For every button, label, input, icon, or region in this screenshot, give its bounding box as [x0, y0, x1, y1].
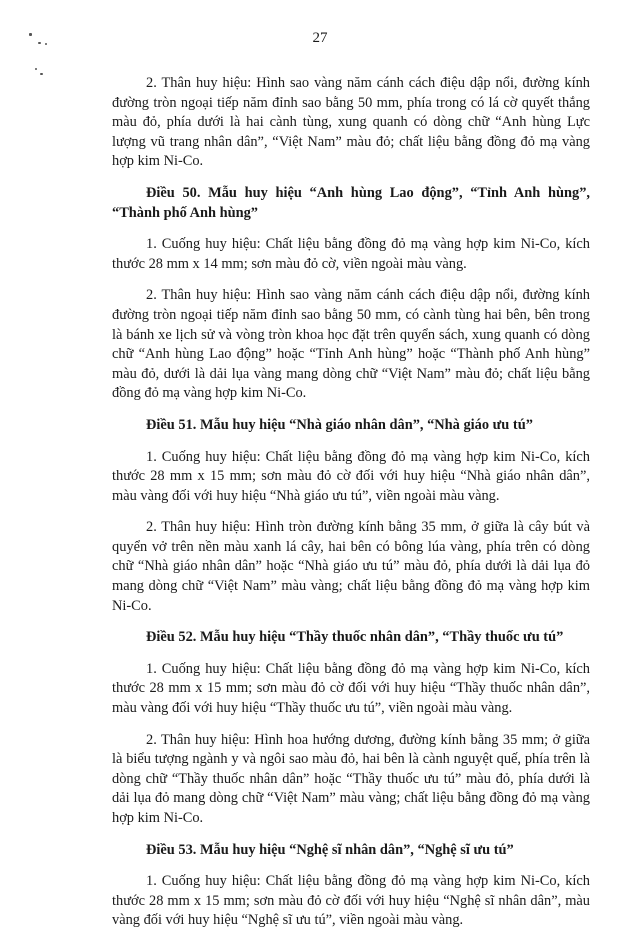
article-heading: Điều 52. Mẫu huy hiệu “Thầy thuốc nhân dân”, “Thầy thuốc ưu tú” — [146, 629, 564, 646]
article-heading: Điều 50. Mẫu huy hiệu “Anh hùng Lao động”, “Tỉnh Anh hùng”, “Thành phố Anh hùng” — [112, 184, 590, 221]
paragraph: 1. Cuống huy hiệu: Chất liệu bằng đồng đỏ mạ vàng hợp kim Ni-Co, kích thước 28 mm x 14 mm; sơn màu đỏ cờ, viền ngoài màu vàng. — [112, 236, 590, 272]
paragraph: 2. Thân huy hiệu: Hình hoa hướng dương, đường kính bằng 35 mm; ở giữa là biểu tượng ngành y và ngôi sao màu đỏ, hai bên là cành nguyệt quế, phía trên là dòng chữ “Thầy thuốc nhân dân” hoặc “Thầy thuốc ưu tú” màu đỏ, phía dưới là dải lụa đỏ mang dòng chữ “Việt Nam” màu vàng; chất liệu bằng đồng đỏ mạ vàng hợp kim Ni-Co. — [112, 731, 590, 826]
article-heading: Điều 51. Mẫu huy hiệu “Nhà giáo nhân dân”, “Nhà giáo ưu tú” — [146, 416, 533, 433]
scan-speck — [35, 68, 37, 70]
document-body — [112, 74, 590, 943]
paragraph: 1. Cuống huy hiệu: Chất liệu bằng đồng đỏ mạ vàng hợp kim Ni-Co, kích thước 28 mm x 15 mm; sơn màu đỏ cờ đối với huy hiệu “Thầy thuốc nhân dân”, màu vàng đối với huy hiệu “Thầy thuốc ưu tú”, viền ngoài màu vàng. — [112, 660, 590, 717]
paragraph: 2. Thân huy hiệu: Hình sao vàng năm cánh cách điệu dập nổi, đường kính đường tròn ngoại tiếp năm đỉnh sao bằng 50 mm, có cành tùng hai bên, bên trong là bánh xe lịch sử và vòng tròn khoa học đặt trên quyển sách, xung quanh có dòng chữ “Anh hùng Lao động” hoặc “Tỉnh Anh hùng” hoặc “Thành phố Anh hùng” màu đỏ, dưới là dải lụa vàng mang dòng chữ “Việt Nam” màu đỏ; chất liệu bằng đồng đỏ mạ vàng hợp kim Ni-Co. — [112, 287, 590, 402]
article-heading: Điều 53. Mẫu huy hiệu “Nghệ sĩ nhân dân”, “Nghệ sĩ ưu tú” — [146, 841, 514, 858]
paragraph: 2. Thân huy hiệu: Hình tròn đường kính bằng 35 mm, ở giữa là cây bút và quyển vở trên nền màu xanh lá cây, hai bên có bông lúa vàng, phía trên có dòng chữ “Nhà giáo nhân dân” hoặc “Nhà giáo ưu tú” màu đỏ, phía dưới là dải lụa đỏ mang dòng chữ “Việt Nam” màu vàng; chất liệu bằng đồng đỏ mạ vàng hợp kim Ni-Co. — [112, 519, 590, 614]
scan-speck — [40, 73, 43, 75]
page-number: 27 — [312, 30, 328, 46]
paragraph: 2. Thân huy hiệu: Hình sao vàng năm cánh cách điệu dập nổi, đường kính đường tròn ngoại tiếp năm đỉnh sao bằng 50 mm, phía trong có lá cờ quyết thắng màu đỏ, phía dưới là hai cành tùng, xung quanh có dòng chữ “Anh hùng Lực lượng vũ trang nhân dân”, “Việt Nam” màu đỏ; chất liệu bằng đồng đỏ mạ vàng hợp kim Ni-Co. — [112, 75, 590, 170]
paragraph: 1. Cuống huy hiệu: Chất liệu bằng đồng đỏ mạ vàng hợp kim Ni-Co, kích thước 28 mm x 15 mm; sơn màu đỏ cờ đối với huy hiệu “Nhà giáo nhân dân”, màu vàng đối với huy hiệu “Nhà giáo ưu tú”, viền ngoài màu vàng. — [112, 448, 590, 504]
paragraph: 1. Cuống huy hiệu: Chất liệu bằng đồng đỏ mạ vàng hợp kim Ni-Co, kích thước 28 mm x 15 mm; sơn màu đỏ cờ đối với huy hiệu “Nghệ sĩ nhân dân”, màu vàng đối với huy hiệu “Nghệ sĩ ưu tú”, viền ngoài màu vàng. — [112, 873, 590, 929]
